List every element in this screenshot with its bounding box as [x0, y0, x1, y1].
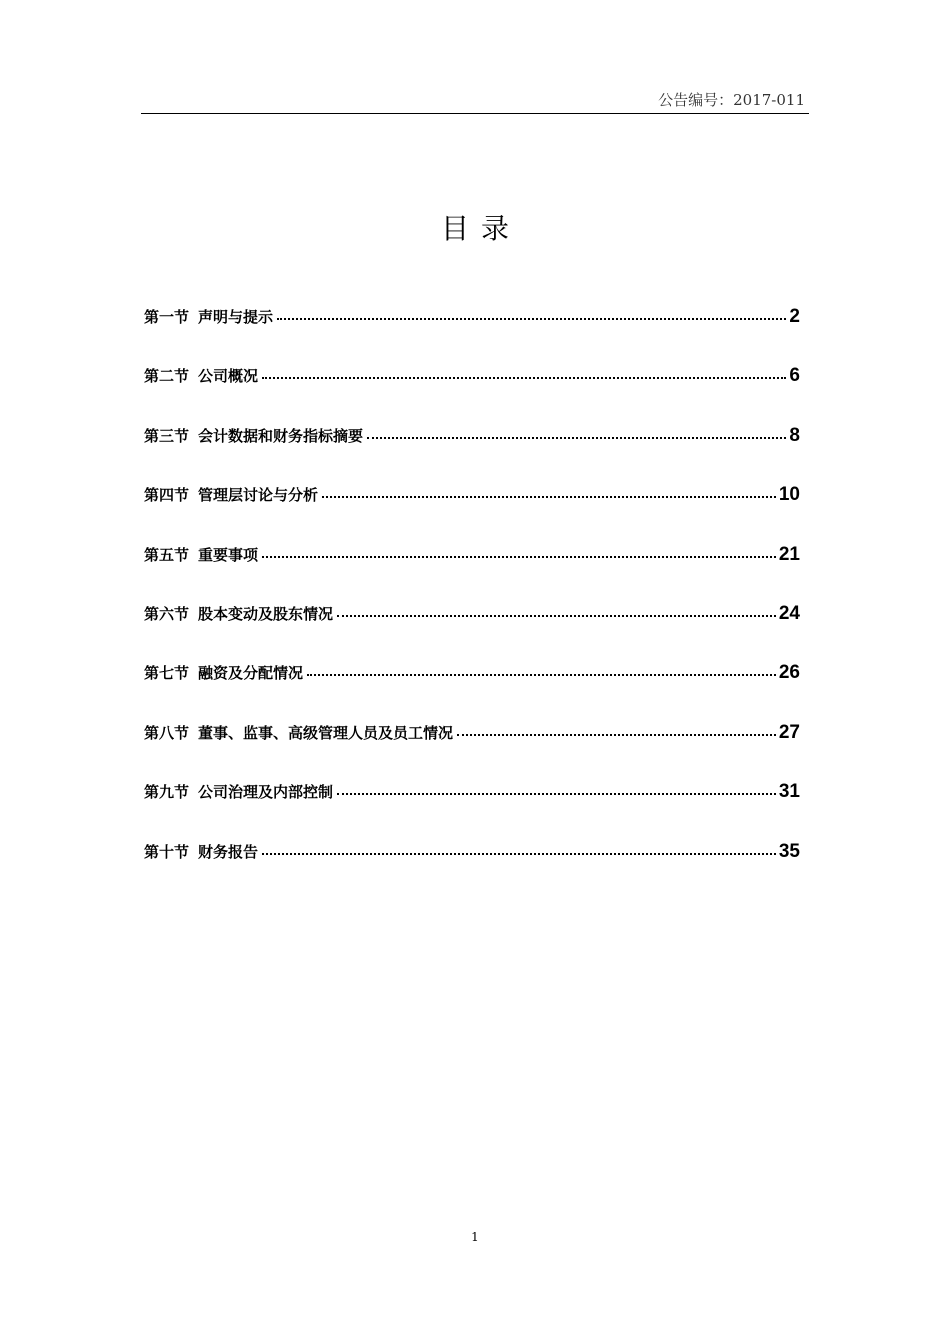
toc-entry-2[interactable] [144, 365, 800, 424]
page-header [141, 90, 809, 114]
toc-page-number: 6 [789, 365, 800, 387]
toc-dot-leader [367, 437, 786, 439]
toc-section-number: 第八节 [144, 723, 190, 742]
toc-page-number: 35 [778, 840, 800, 862]
toc-dot-leader [277, 318, 786, 320]
toc-section-title: 董事、监事、高级管理人员及员工情况 [198, 723, 454, 742]
toc-section-number: 第七节 [144, 664, 190, 683]
toc-section-number: 第六节 [144, 604, 190, 623]
toc-entry-4[interactable] [144, 484, 800, 543]
toc-entry-1[interactable] [144, 306, 800, 365]
toc-entry-6[interactable] [144, 603, 800, 662]
toc-section-number: 第五节 [144, 545, 190, 564]
toc-page-number: 10 [778, 484, 800, 506]
toc-dot-leader [262, 556, 776, 558]
toc-dot-leader [262, 853, 776, 855]
toc-section-title: 会计数据和财务指标摘要 [198, 426, 364, 445]
toc-page-number: 24 [778, 602, 800, 624]
toc-section-title: 公司概况 [198, 367, 259, 386]
toc-page-number: 26 [778, 662, 800, 684]
toc-entry-9[interactable] [144, 781, 800, 840]
toc-section-title: 财务报告 [198, 842, 259, 861]
toc-page-number: 21 [778, 543, 800, 565]
toc-dot-leader [337, 615, 776, 617]
footer-page-number: 1 [471, 1230, 479, 1244]
toc-section-number: 第三节 [144, 426, 190, 445]
toc-page-number: 8 [789, 424, 800, 446]
toc-dot-leader [337, 793, 776, 795]
toc-section-title: 管理层讨论与分析 [198, 486, 319, 505]
toc-dot-leader [322, 496, 776, 498]
toc-entry-8[interactable] [144, 722, 800, 781]
toc-dot-leader [262, 377, 786, 379]
toc-section-title: 股本变动及股东情况 [198, 604, 334, 623]
toc-section-title: 声明与提示 [198, 308, 274, 326]
toc-section-number: 第十节 [144, 842, 190, 861]
toc-section-number: 第四节 [144, 486, 190, 505]
toc-section-number: 第二节 [144, 367, 190, 386]
toc-page-number: 31 [778, 781, 800, 803]
table-of-contents [144, 306, 800, 900]
toc-entry-3[interactable] [144, 425, 800, 484]
toc-page-number: 2 [789, 306, 800, 327]
toc-dot-leader [307, 674, 776, 676]
toc-page-number: 27 [778, 721, 800, 743]
toc-title: 目录 [440, 211, 521, 245]
announcement-number: 公告编号：2017-011 [658, 91, 805, 109]
toc-section-number: 第一节 [144, 308, 190, 326]
toc-dot-leader [457, 734, 776, 736]
toc-section-title: 融资及分配情况 [198, 664, 304, 683]
toc-entry-5[interactable] [144, 544, 800, 603]
toc-section-title: 重要事项 [198, 545, 259, 564]
toc-section-title: 公司治理及内部控制 [198, 783, 334, 802]
toc-entry-7[interactable] [144, 662, 800, 721]
toc-section-number: 第九节 [144, 783, 190, 802]
toc-entry-10[interactable] [144, 841, 800, 900]
